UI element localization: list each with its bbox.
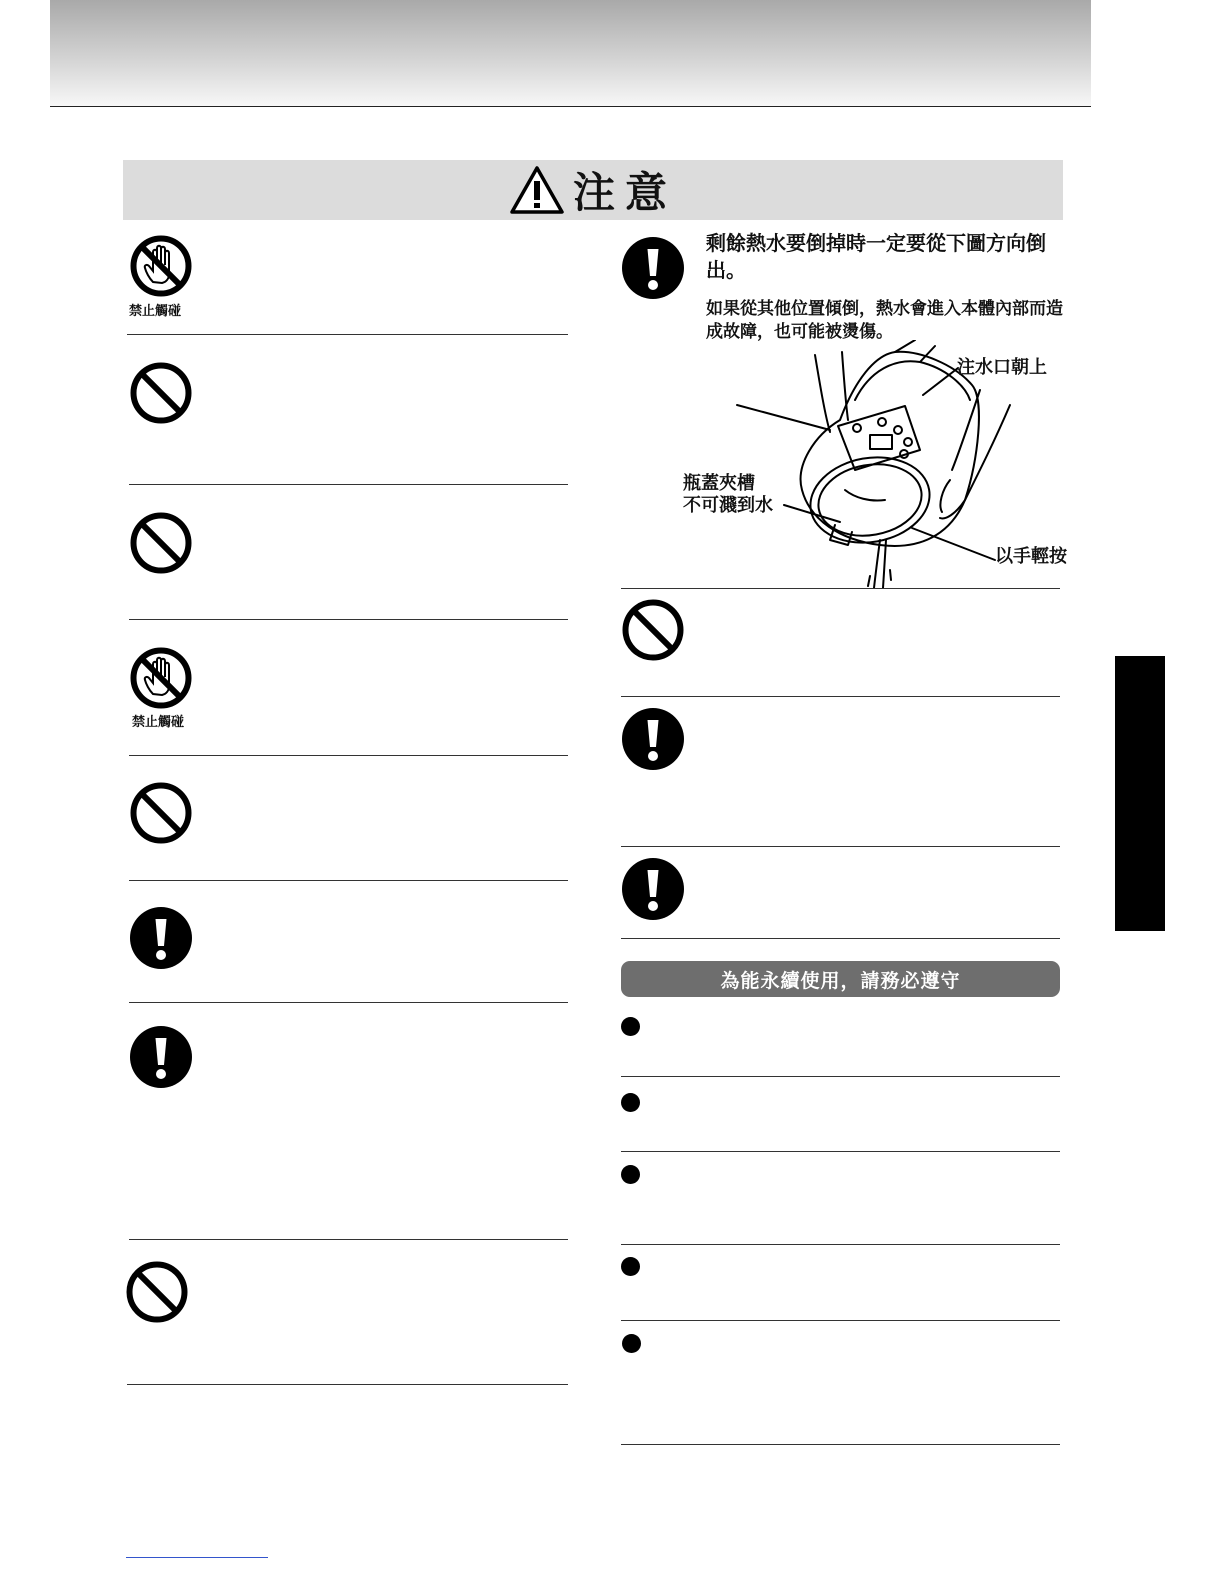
section-divider (129, 484, 568, 485)
section-divider (621, 938, 1060, 939)
mandatory-action-icon (129, 1025, 193, 1089)
prohibition-icon (129, 781, 193, 845)
section-side-tab (1115, 656, 1165, 931)
prohibition-icon (621, 598, 685, 662)
section-divider (621, 1444, 1060, 1445)
section-divider (129, 755, 568, 756)
section-divider (621, 846, 1060, 847)
mandatory-action-icon (621, 236, 685, 300)
prohibition-icon (129, 361, 193, 425)
header-rule (50, 106, 1091, 107)
mandatory-action-icon (621, 857, 685, 921)
no-touch-icon (129, 234, 193, 298)
section-divider (621, 1076, 1060, 1077)
section-divider (621, 1151, 1060, 1152)
callout-press-gently: 以手輕按 (995, 546, 1067, 567)
section-divider (127, 1384, 568, 1385)
section-divider (129, 1002, 568, 1003)
no-touch-label: 禁止觸碰 (132, 715, 185, 730)
prohibition-icon (125, 1260, 189, 1324)
header-band (50, 0, 1091, 106)
callout-lid-slot-line1: 瓶蓋夾槽 (683, 473, 755, 494)
mandatory-action-icon (129, 906, 193, 970)
no-touch-icon (129, 646, 193, 710)
caution-banner (123, 160, 1063, 220)
section-divider (129, 880, 568, 881)
section-divider (621, 696, 1060, 697)
bullet-icon (621, 1017, 640, 1036)
caution-title: 注意 (572, 168, 677, 217)
pour-body: 如果從其他位置傾倒，熱水會進入本體內部而造成故障，也可能被燙傷。 (706, 299, 1063, 342)
footer-link-underline (126, 1557, 268, 1558)
no-touch-label: 禁止觸碰 (129, 304, 182, 319)
bullet-icon (621, 1093, 640, 1112)
pour-heading: 剩餘熱水要倒掉時一定要從下圖方向倒出。 (706, 231, 1046, 282)
bullet-icon (622, 1334, 641, 1353)
maintenance-notice-bar: 為能永續使用，請務必遵守 (621, 961, 1060, 997)
section-divider (129, 619, 568, 620)
section-divider (621, 1244, 1060, 1245)
warning-triangle-icon (509, 165, 565, 215)
callout-spout-up: 注水口朝上 (957, 357, 1047, 378)
section-divider (621, 1320, 1060, 1321)
callout-lid-slot-line2: 不可濺到水 (683, 495, 773, 516)
prohibition-icon (129, 511, 193, 575)
section-divider (127, 334, 568, 335)
bullet-icon (621, 1257, 640, 1276)
bullet-icon (621, 1165, 640, 1184)
section-divider (621, 588, 1060, 589)
mandatory-action-icon (621, 707, 685, 771)
section-divider (129, 1239, 568, 1240)
